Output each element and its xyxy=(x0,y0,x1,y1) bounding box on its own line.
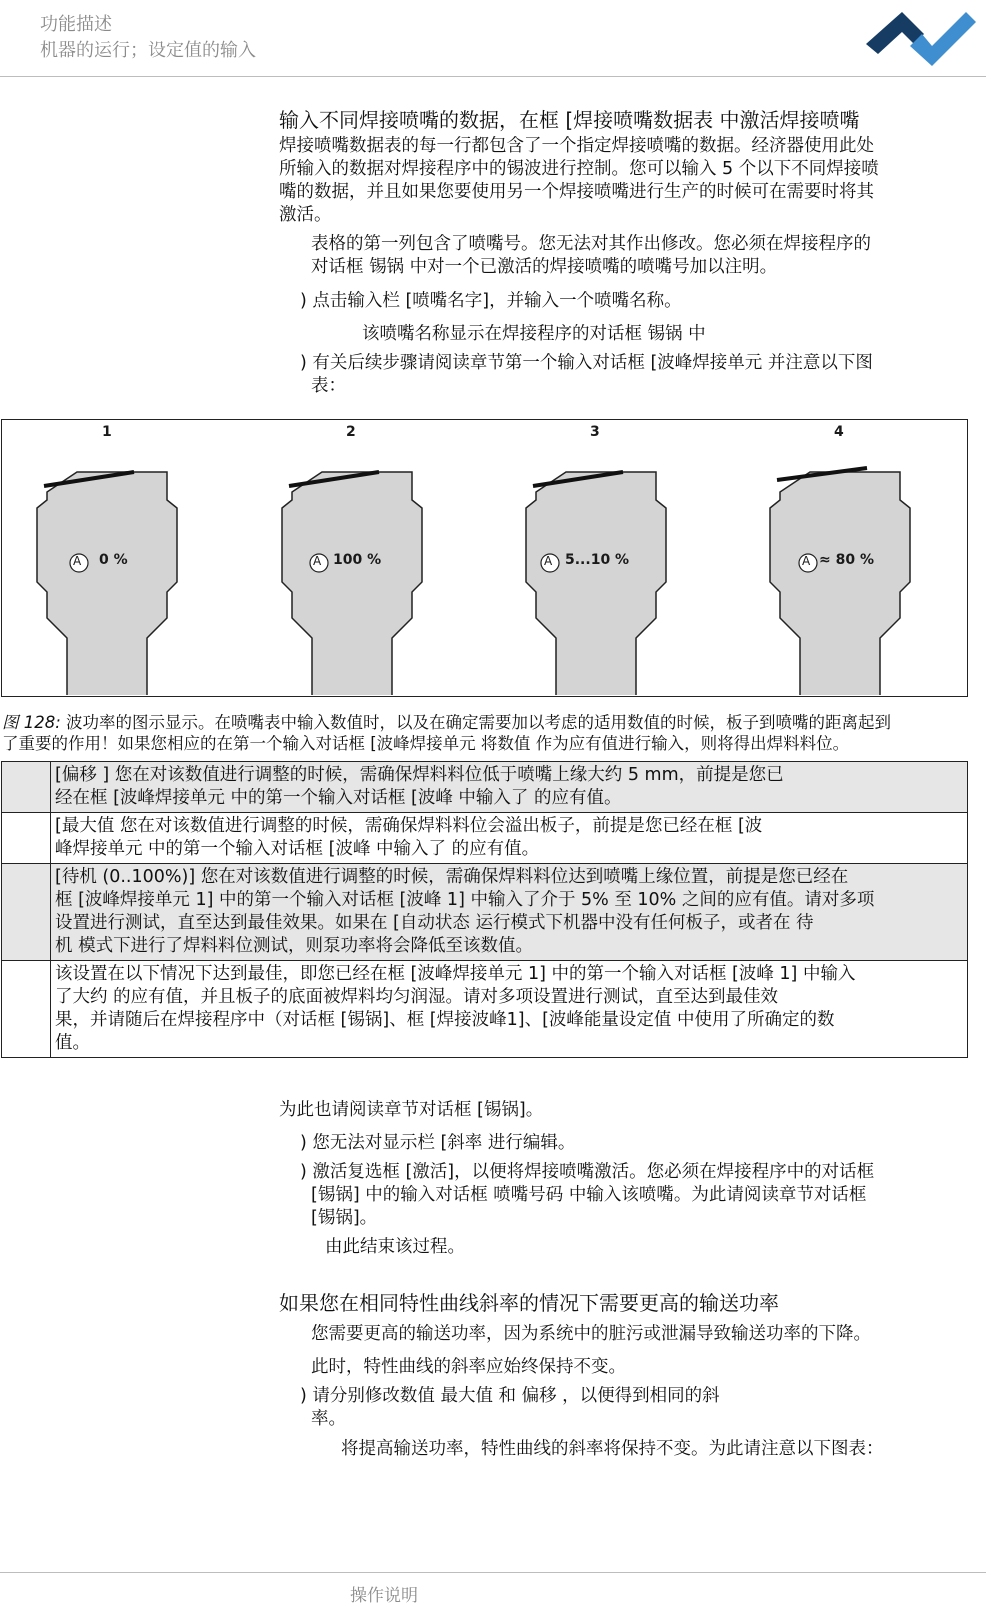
table-row xyxy=(2,961,968,1058)
procedure-end: 由此结束该过程。 xyxy=(325,1237,465,1257)
step-line: ) 有关后续步骤请阅读章节第一个输入对话框 [波峰焊接单元 并注意以下图 xyxy=(300,353,873,373)
table-cell-line: 值。 xyxy=(55,1033,90,1053)
table-cell xyxy=(51,864,968,961)
caption-text: 波功率的图示显示。在喷嘴表中输入数值时，以及在确定需要加以考虑的适用数值的时候，板子到喷嘴的距离起到 xyxy=(60,713,892,732)
marker-a: A xyxy=(313,554,322,568)
table-cell xyxy=(51,961,968,1058)
note-line: 表格的第一列包含了喷嘴号。您无法对其作出修改。您必须在焊接程序的 xyxy=(311,234,871,254)
table-cell-empty xyxy=(2,961,51,1058)
table-row xyxy=(2,762,968,813)
step-line: ) 激活复选框 [激活]，以便将焊接喷嘴激活。您必须在焊接程序中的对话框 xyxy=(300,1162,875,1182)
wave-power-figure xyxy=(1,419,968,697)
wave-level-label: 5...10 % xyxy=(565,552,630,568)
marker-a: A xyxy=(73,554,82,568)
see-also-text: 为此也请阅读章节对话框 [锡锅]。 xyxy=(279,1100,544,1120)
caption-text: 了重要的作用！如果您相应的在第一个输入对话框 [波峰焊接单元 将数值 作为应有值进行输入，则将得出焊料料位。 xyxy=(2,734,850,753)
figure-panel-3 xyxy=(526,472,666,695)
marker-a: A xyxy=(802,554,811,568)
figure-caption xyxy=(2,712,967,754)
panel-number: 2 xyxy=(346,424,356,440)
step-line: 表： xyxy=(311,376,346,396)
step-line: 率。 xyxy=(311,1409,346,1429)
step-item: ) 您无法对显示栏 [斜率 进行编辑。 xyxy=(300,1133,576,1153)
wave-level-label: 0 % xyxy=(99,552,128,568)
table-cell-line: [最大值 您在对该数值进行调整的时候，需确保焊料料位会溢出板子，前提是您已经在框 [波 xyxy=(55,816,763,836)
intro-paragraph xyxy=(279,135,879,227)
header-title: 功能描述 xyxy=(40,14,112,35)
note-line: 对话框 锡锅 中对一个已激活的焊接喷嘴的喷嘴号加以注明。 xyxy=(311,257,778,277)
figure-panel-2 xyxy=(282,472,422,695)
intro-line: 所输入的数据对焊接程序中的锡波进行控制。您可以输入 5 个以下不同焊接喷 xyxy=(279,159,879,179)
panel-number: 4 xyxy=(834,424,844,440)
intro-line: 激活。 xyxy=(279,205,332,225)
table-cell-empty xyxy=(2,762,51,813)
table-cell-empty xyxy=(2,864,51,961)
footer-divider xyxy=(0,1572,986,1573)
intro-line: 焊接喷嘴数据表的每一行都包含了一个指定焊接喷嘴的数据。经济器使用此处 xyxy=(279,136,874,156)
table-cell-line: 经在框 [波峰焊接单元 中的第一个输入对话框 [波峰 中输入了 的应有值。 xyxy=(55,788,622,808)
parameter-table xyxy=(1,761,968,1058)
step-item xyxy=(300,352,873,398)
step-item xyxy=(300,1161,874,1230)
marker-a: A xyxy=(544,554,553,568)
header-subtitle: 机器的运行；设定值的输入 xyxy=(40,40,256,61)
paragraph: 您需要更高的输送功率，因为系统中的脏污或泄漏导致输送功率的下降。 xyxy=(311,1324,871,1344)
table-cell-line: 设置进行测试，直至达到最佳效果。如果在 [自动状态 运行模式下机器中没有任何板子，或者在 待 xyxy=(55,913,814,933)
wave-level-label: 100 % xyxy=(333,552,382,568)
figure-panel-4 xyxy=(770,468,910,695)
note-paragraph xyxy=(311,233,871,279)
table-cell-line: 机 模式下进行了焊料料位测试，则泵功率将会降低至该数值。 xyxy=(55,936,534,956)
panel-number: 3 xyxy=(590,424,600,440)
table-cell xyxy=(51,813,968,864)
step-line: [锡锅] 中的输入对话框 喷嘴号码 中输入该喷嘴。为此请阅读章节对话框 xyxy=(311,1185,867,1205)
section-heading: 如果您在相同特性曲线斜率的情况下需要更高的输送功率 xyxy=(279,1291,779,1315)
table-cell-empty xyxy=(2,813,51,864)
table-cell-line: 该设置在以下情况下达到最佳，即您已经在框 [波峰焊接单元 1] 中的第一个输入对话框 [波峰 1] 中输入 xyxy=(55,964,856,984)
table-cell-line: [偏移 ] 您在对该数值进行调整的时候，需确保焊料料位低于喷嘴上缘大约 5 mm，前提是您已 xyxy=(55,765,784,785)
step-item: ) 点击输入栏 [喷嘴名字]，并输入一个喷嘴名称。 xyxy=(300,291,682,311)
step-result: 将提高输送功率，特性曲线的斜率将保持不变。为此请注意以下图表： xyxy=(341,1439,884,1459)
caption-prefix: 图 128: xyxy=(2,713,61,732)
table-cell-line: 果，并请随后在焊接程序中（对话框 [锡锅]、框 [焊接波峰1]、[波峰能量设定值 中使用了所确定的数 xyxy=(55,1010,835,1030)
table-cell-line: 峰焊接单元 中的第一个输入对话框 [波峰 中输入了 的应有值。 xyxy=(55,839,540,859)
header-divider xyxy=(0,76,986,77)
table-cell-line: [待机 (0..100%)] 您在对该数值进行调整的时候，需确保焊料料位达到喷嘴上缘位置，前提是您已经在 xyxy=(55,867,849,887)
section-heading: 输入不同焊接喷嘴的数据，在框 [焊接喷嘴数据表 中激活焊接喷嘴 xyxy=(279,108,860,132)
panel-number: 1 xyxy=(102,424,112,440)
step-line: ) 请分别修改数值 最大值 和 偏移 ，以便得到相同的斜 xyxy=(300,1386,720,1406)
figure-panel-1 xyxy=(37,472,177,695)
step-item xyxy=(300,1385,720,1431)
table-cell-line: 了大约 的应有值，并且板子的底面被焊料均匀润湿。请对多项设置进行测试，直至达到最佳效 xyxy=(55,987,779,1007)
step-result: 该喷嘴名称显示在焊接程序的对话框 锡锅 中 xyxy=(362,324,706,344)
step-line: [锡锅]。 xyxy=(311,1208,378,1228)
wave-level-label: ≈ 80 % xyxy=(819,552,874,568)
paragraph: 此时，特性曲线的斜率应始终保持不变。 xyxy=(311,1357,626,1377)
table-cell xyxy=(51,762,968,813)
table-row xyxy=(2,813,968,864)
footer-text: 操作说明 xyxy=(350,1586,418,1606)
table-cell-line: 框 [波峰焊接单元 1] 中的第一个输入对话框 [波峰 1] 中输入了介于 5% 至 10% 之间的应有值。请对多项 xyxy=(55,890,875,910)
company-logo xyxy=(866,4,976,66)
table-row xyxy=(2,864,968,961)
logo-light-stroke xyxy=(910,12,976,66)
intro-line: 嘴的数据，并且如果您要使用另一个焊接喷嘴进行生产的时候可在需要时将其 xyxy=(279,182,874,202)
